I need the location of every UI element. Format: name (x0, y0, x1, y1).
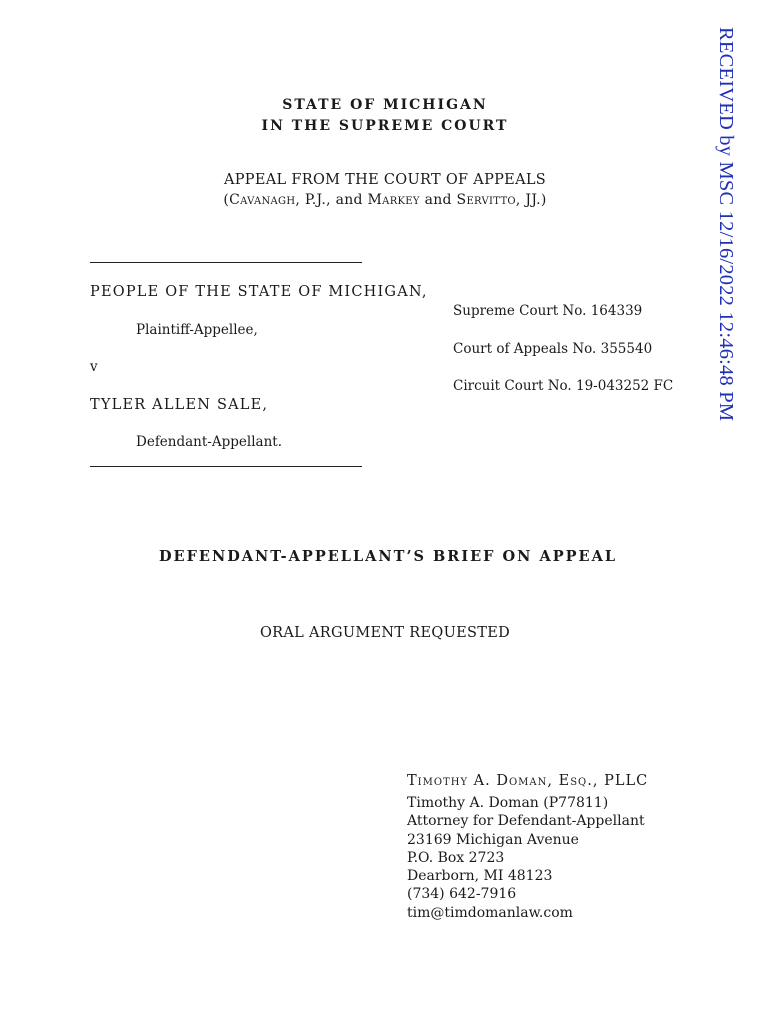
panel-open: ( (223, 192, 230, 208)
appeal-source-line: APPEAL FROM THE COURT OF APPEALS (223, 172, 546, 188)
defendant-role: Defendant-Appellant. (136, 434, 282, 450)
firm-attorney-name: Timothy A. Doman (407, 773, 548, 789)
court-state-heading: STATE OF MICHIGAN (282, 97, 488, 113)
brief-title: DEFENDANT-APPELLANT’S BRIEF ON APPEAL (158, 548, 618, 565)
received-stamp: RECEIVED by MSC 12/16/2022 12:46:48 PM (715, 27, 737, 422)
caption-top-rule (90, 262, 362, 263)
city-state-zip: Dearborn, MI 48123 (407, 868, 553, 885)
firm-esq: Esq. (558, 773, 593, 789)
court-of-appeals-number: Court of Appeals No. 355540 (453, 341, 653, 357)
judge-connector: and (419, 192, 457, 208)
judge-markey: Markey (367, 192, 420, 208)
court-name-heading: IN THE SUPREME COURT (261, 118, 509, 134)
attorney-name: Timothy A. Doman (P77811) (407, 795, 609, 811)
attorney-role: Attorney for Defendant-Appellant (407, 813, 645, 830)
email-address: tim@timdomanlaw.com (407, 904, 573, 921)
firm-separator: , (547, 773, 559, 789)
street-address: 23169 Michigan Avenue (407, 831, 579, 848)
po-box: P.O. Box 2723 (407, 849, 505, 866)
defendant-name: TYLER ALLEN SALE, (90, 397, 269, 413)
plaintiff-name: PEOPLE OF THE STATE OF MICHIGAN, (90, 284, 428, 300)
phone-number: (734) 642-7916 (407, 886, 517, 903)
judge-cavanagh: Cavanagh (229, 192, 296, 208)
attorney-contact-block (407, 794, 645, 922)
plaintiff-role: Plaintiff-Appellee, (136, 322, 258, 338)
oral-argument-notice: ORAL ARGUMENT REQUESTED (259, 625, 510, 641)
firm-suffix: , PLLC (592, 773, 649, 789)
supreme-court-number: Supreme Court No. 164339 (453, 303, 643, 319)
judge-servitto: Servitto (456, 192, 516, 208)
panel-close: , JJ.) (515, 192, 547, 208)
caption-bottom-rule (90, 466, 362, 467)
judge1-suffix: , P.J., and (295, 192, 368, 208)
law-firm-name (407, 773, 648, 789)
versus-label: v (90, 359, 98, 375)
appeal-panel-line (0, 192, 770, 208)
circuit-court-number: Circuit Court No. 19-043252 FC (453, 378, 674, 394)
